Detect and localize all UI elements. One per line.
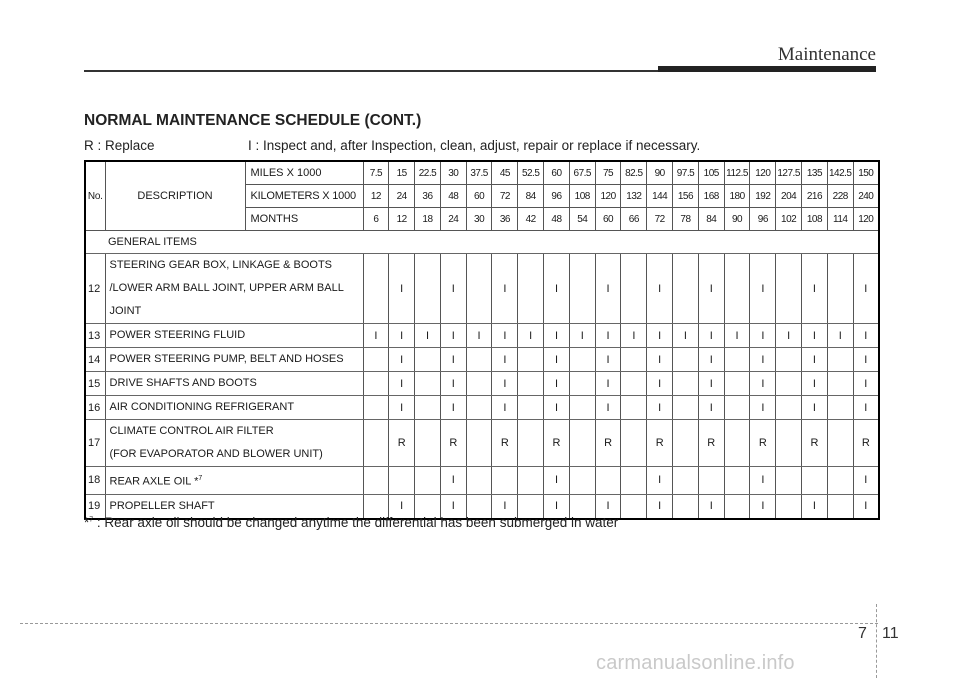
schedule-mark: I bbox=[853, 467, 879, 495]
description-header: DESCRIPTION bbox=[105, 161, 245, 231]
general-items-label: GENERAL ITEMS bbox=[85, 231, 879, 254]
item-description-text: (FOR EVAPORATOR AND BLOWER UNIT) bbox=[109, 448, 323, 460]
schedule-mark: I bbox=[440, 372, 466, 396]
schedule-mark: I bbox=[647, 254, 673, 324]
schedule-mark bbox=[673, 396, 699, 420]
interval-value: 114 bbox=[827, 208, 853, 231]
schedule-mark bbox=[724, 396, 750, 420]
schedule-mark: I bbox=[827, 324, 853, 348]
interval-value: 60 bbox=[595, 208, 621, 231]
interval-value: 12 bbox=[389, 208, 415, 231]
item-description-line bbox=[110, 277, 363, 300]
interval-row bbox=[85, 161, 879, 185]
interval-value: 90 bbox=[647, 161, 673, 185]
schedule-mark bbox=[724, 348, 750, 372]
schedule-mark bbox=[363, 467, 389, 495]
footnote-ref: 7 bbox=[89, 516, 94, 524]
row-number: 19 bbox=[85, 494, 105, 519]
schedule-mark bbox=[776, 494, 802, 519]
schedule-mark bbox=[569, 420, 595, 467]
schedule-mark: I bbox=[698, 494, 724, 519]
schedule-mark bbox=[466, 254, 492, 324]
schedule-mark bbox=[724, 494, 750, 519]
schedule-mark: R bbox=[698, 420, 724, 467]
schedule-mark: I bbox=[389, 254, 415, 324]
interval-value: 48 bbox=[440, 185, 466, 208]
item-description-text: AIR CONDITIONING REFRIGERANT bbox=[109, 401, 295, 413]
schedule-mark: I bbox=[544, 494, 570, 519]
schedule-mark: I bbox=[698, 254, 724, 324]
schedule-mark bbox=[776, 372, 802, 396]
schedule-mark: I bbox=[802, 396, 828, 420]
schedule-mark bbox=[827, 254, 853, 324]
interval-value: 45 bbox=[492, 161, 518, 185]
schedule-mark: I bbox=[698, 372, 724, 396]
interval-value: 22.5 bbox=[415, 161, 441, 185]
item-description bbox=[105, 467, 363, 495]
schedule-mark: I bbox=[853, 372, 879, 396]
interval-value: 60 bbox=[544, 161, 570, 185]
interval-value: 127.5 bbox=[776, 161, 802, 185]
schedule-mark: I bbox=[492, 396, 518, 420]
interval-value: 84 bbox=[698, 208, 724, 231]
interval-value: 168 bbox=[698, 185, 724, 208]
interval-unit-label: MONTHS bbox=[245, 208, 363, 231]
schedule-mark: I bbox=[389, 348, 415, 372]
interval-value: 204 bbox=[776, 185, 802, 208]
schedule-mark: I bbox=[440, 348, 466, 372]
schedule-mark: I bbox=[698, 324, 724, 348]
interval-value: 30 bbox=[466, 208, 492, 231]
schedule-mark: I bbox=[647, 372, 673, 396]
schedule-mark bbox=[776, 396, 802, 420]
interval-value: 120 bbox=[595, 185, 621, 208]
interval-value: 24 bbox=[440, 208, 466, 231]
schedule-mark bbox=[776, 420, 802, 467]
footnote-ref: 7 bbox=[198, 475, 203, 482]
item-description bbox=[105, 254, 363, 324]
schedule-mark bbox=[776, 467, 802, 495]
schedule-mark bbox=[673, 372, 699, 396]
schedule-mark: I bbox=[750, 254, 776, 324]
interval-value: 67.5 bbox=[569, 161, 595, 185]
item-description-line bbox=[110, 254, 363, 277]
footnote-text: : Rear axle oil should be changed anytime the differential has been submerged in water bbox=[93, 515, 619, 530]
schedule-mark: I bbox=[389, 372, 415, 396]
no-header: No. bbox=[85, 161, 105, 231]
schedule-mark bbox=[363, 348, 389, 372]
schedule-mark: I bbox=[440, 254, 466, 324]
schedule-mark: I bbox=[595, 372, 621, 396]
schedule-mark: I bbox=[595, 254, 621, 324]
schedule-mark bbox=[673, 254, 699, 324]
schedule-mark bbox=[415, 254, 441, 324]
schedule-mark bbox=[466, 348, 492, 372]
table-row bbox=[85, 420, 879, 467]
schedule-mark bbox=[673, 467, 699, 495]
schedule-mark: I bbox=[440, 467, 466, 495]
item-description-line bbox=[110, 348, 363, 371]
row-number: 16 bbox=[85, 396, 105, 420]
interval-value: 108 bbox=[802, 208, 828, 231]
interval-value: 48 bbox=[544, 208, 570, 231]
schedule-mark bbox=[466, 420, 492, 467]
schedule-mark: I bbox=[544, 348, 570, 372]
interval-value: 7.5 bbox=[363, 161, 389, 185]
schedule-mark bbox=[518, 254, 544, 324]
item-description-text: POWER STEERING FLUID bbox=[109, 329, 246, 341]
schedule-mark bbox=[621, 420, 647, 467]
item-description-line bbox=[110, 443, 363, 466]
schedule-mark bbox=[389, 467, 415, 495]
schedule-mark bbox=[466, 372, 492, 396]
schedule-mark bbox=[698, 467, 724, 495]
footer-divider bbox=[876, 604, 877, 678]
interval-value: 228 bbox=[827, 185, 853, 208]
table-row bbox=[85, 396, 879, 420]
schedule-mark: R bbox=[440, 420, 466, 467]
schedule-mark: I bbox=[440, 494, 466, 519]
interval-value: 97.5 bbox=[673, 161, 699, 185]
schedule-mark bbox=[466, 396, 492, 420]
footnote bbox=[84, 515, 618, 530]
interval-value: 96 bbox=[750, 208, 776, 231]
schedule-mark bbox=[518, 372, 544, 396]
schedule-mark: I bbox=[544, 324, 570, 348]
schedule-mark: I bbox=[802, 324, 828, 348]
schedule-mark: I bbox=[802, 254, 828, 324]
interval-unit-label: KILOMETERS X 1000 bbox=[245, 185, 363, 208]
interval-value: 78 bbox=[673, 208, 699, 231]
schedule-mark: I bbox=[595, 348, 621, 372]
legend-inspect: I : Inspect and, after Inspection, clean, adjust, repair or replace if necessary. bbox=[248, 138, 701, 153]
schedule-mark: R bbox=[389, 420, 415, 467]
interval-value: 156 bbox=[673, 185, 699, 208]
item-description-text: PROPELLER SHAFT bbox=[109, 499, 215, 512]
schedule-mark: I bbox=[802, 494, 828, 519]
item-description-text: CLIMATE CONTROL AIR FILTER bbox=[109, 425, 274, 437]
interval-unit-label: MILES X 1000 bbox=[245, 161, 363, 185]
page-number: 11 bbox=[882, 625, 899, 642]
item-description-text: JOINT bbox=[109, 305, 142, 317]
interval-value: 6 bbox=[363, 208, 389, 231]
item-description-line bbox=[110, 396, 363, 419]
item-description-line bbox=[110, 372, 363, 395]
schedule-mark: R bbox=[802, 420, 828, 467]
interval-value: 24 bbox=[389, 185, 415, 208]
schedule-mark bbox=[569, 254, 595, 324]
schedule-mark bbox=[724, 420, 750, 467]
schedule-mark bbox=[673, 420, 699, 467]
schedule-mark: R bbox=[750, 420, 776, 467]
interval-value: 120 bbox=[750, 161, 776, 185]
schedule-mark: R bbox=[647, 420, 673, 467]
schedule-mark bbox=[518, 467, 544, 495]
interval-value: 15 bbox=[389, 161, 415, 185]
row-number: 17 bbox=[85, 420, 105, 467]
schedule-mark: I bbox=[492, 348, 518, 372]
interval-value: 132 bbox=[621, 185, 647, 208]
row-number: 18 bbox=[85, 467, 105, 495]
schedule-mark: R bbox=[853, 420, 879, 467]
interval-value: 72 bbox=[492, 185, 518, 208]
schedule-mark: I bbox=[415, 324, 441, 348]
schedule-mark: I bbox=[750, 324, 776, 348]
table-row bbox=[85, 348, 879, 372]
interval-value: 66 bbox=[621, 208, 647, 231]
page-title: NORMAL MAINTENANCE SCHEDULE (CONT.) bbox=[84, 112, 422, 129]
schedule-mark bbox=[776, 348, 802, 372]
schedule-mark bbox=[802, 467, 828, 495]
schedule-mark: I bbox=[724, 324, 750, 348]
schedule-mark bbox=[724, 467, 750, 495]
schedule-mark bbox=[776, 254, 802, 324]
schedule-mark: I bbox=[750, 372, 776, 396]
interval-value: 18 bbox=[415, 208, 441, 231]
schedule-mark bbox=[415, 348, 441, 372]
schedule-mark: R bbox=[544, 420, 570, 467]
table-row bbox=[85, 254, 879, 324]
schedule-mark: I bbox=[595, 324, 621, 348]
schedule-mark bbox=[827, 467, 853, 495]
schedule-mark bbox=[827, 348, 853, 372]
schedule-mark bbox=[724, 254, 750, 324]
chapter-number: 7 bbox=[858, 625, 867, 642]
interval-value: 82.5 bbox=[621, 161, 647, 185]
interval-value: 216 bbox=[802, 185, 828, 208]
item-description-text: STEERING GEAR BOX, LINKAGE & BOOTS bbox=[109, 259, 332, 271]
schedule-mark bbox=[724, 372, 750, 396]
table-row bbox=[85, 467, 879, 495]
schedule-mark bbox=[415, 467, 441, 495]
item-description bbox=[105, 324, 363, 348]
schedule-mark bbox=[621, 467, 647, 495]
schedule-mark: I bbox=[389, 324, 415, 348]
schedule-mark bbox=[569, 348, 595, 372]
schedule-mark bbox=[827, 372, 853, 396]
schedule-mark: I bbox=[647, 396, 673, 420]
schedule-mark: I bbox=[544, 372, 570, 396]
schedule-mark bbox=[363, 372, 389, 396]
schedule-mark: I bbox=[492, 324, 518, 348]
watermark: carmanualsonline.info bbox=[596, 652, 795, 674]
schedule-mark: I bbox=[673, 324, 699, 348]
schedule-mark: I bbox=[492, 494, 518, 519]
schedule-mark: I bbox=[492, 254, 518, 324]
header-rule bbox=[84, 70, 664, 72]
schedule-mark: I bbox=[647, 348, 673, 372]
schedule-mark: I bbox=[440, 396, 466, 420]
interval-value: 105 bbox=[698, 161, 724, 185]
schedule-mark: I bbox=[698, 348, 724, 372]
item-description-text: DRIVE SHAFTS AND BOOTS bbox=[109, 377, 257, 389]
header-rule-accent bbox=[658, 66, 876, 72]
interval-value: 30 bbox=[440, 161, 466, 185]
schedule-mark: I bbox=[518, 324, 544, 348]
schedule-mark: I bbox=[544, 254, 570, 324]
schedule-mark bbox=[621, 254, 647, 324]
schedule-mark: I bbox=[647, 494, 673, 519]
schedule-mark: R bbox=[595, 420, 621, 467]
item-description-line bbox=[110, 324, 363, 347]
interval-value: 52.5 bbox=[518, 161, 544, 185]
schedule-mark: I bbox=[853, 396, 879, 420]
interval-value: 90 bbox=[724, 208, 750, 231]
schedule-mark: I bbox=[544, 467, 570, 495]
schedule-mark: I bbox=[389, 396, 415, 420]
row-number: 13 bbox=[85, 324, 105, 348]
interval-value: 150 bbox=[853, 161, 879, 185]
schedule-mark: I bbox=[750, 494, 776, 519]
interval-value: 240 bbox=[853, 185, 879, 208]
table-row bbox=[85, 324, 879, 348]
footnote-star: * bbox=[84, 515, 90, 530]
row-number: 15 bbox=[85, 372, 105, 396]
maintenance-schedule-table bbox=[84, 160, 880, 520]
schedule-mark: I bbox=[853, 494, 879, 519]
schedule-mark: I bbox=[544, 396, 570, 420]
item-description-text: REAR AXLE OIL * bbox=[109, 475, 199, 488]
item-description bbox=[105, 396, 363, 420]
row-number: 14 bbox=[85, 348, 105, 372]
schedule-mark bbox=[518, 396, 544, 420]
schedule-mark bbox=[415, 396, 441, 420]
interval-value: 37.5 bbox=[466, 161, 492, 185]
schedule-mark bbox=[363, 420, 389, 467]
schedule-mark: I bbox=[595, 396, 621, 420]
schedule-mark bbox=[827, 420, 853, 467]
schedule-mark: I bbox=[466, 324, 492, 348]
schedule-mark: I bbox=[647, 324, 673, 348]
schedule-mark bbox=[569, 372, 595, 396]
schedule-mark bbox=[827, 396, 853, 420]
schedule-mark: I bbox=[492, 372, 518, 396]
schedule-mark: I bbox=[389, 494, 415, 519]
schedule-mark: I bbox=[776, 324, 802, 348]
schedule-mark: I bbox=[750, 348, 776, 372]
schedule-mark bbox=[415, 372, 441, 396]
legend-replace: R : Replace bbox=[84, 138, 155, 153]
schedule-mark bbox=[595, 467, 621, 495]
item-description bbox=[105, 348, 363, 372]
item-description-line bbox=[110, 420, 363, 443]
row-number: 12 bbox=[85, 254, 105, 324]
schedule-mark: I bbox=[363, 324, 389, 348]
item-description-text: POWER STEERING PUMP, BELT AND HOSES bbox=[109, 353, 344, 365]
interval-value: 72 bbox=[647, 208, 673, 231]
schedule-mark: I bbox=[698, 396, 724, 420]
schedule-mark bbox=[621, 396, 647, 420]
schedule-mark: I bbox=[569, 324, 595, 348]
interval-value: 60 bbox=[466, 185, 492, 208]
item-description-line bbox=[110, 467, 363, 494]
schedule-mark bbox=[673, 494, 699, 519]
schedule-mark bbox=[492, 467, 518, 495]
schedule-mark bbox=[621, 494, 647, 519]
schedule-mark: I bbox=[750, 467, 776, 495]
item-description bbox=[105, 420, 363, 467]
interval-value: 96 bbox=[544, 185, 570, 208]
schedule-mark: I bbox=[647, 467, 673, 495]
schedule-mark bbox=[621, 372, 647, 396]
schedule-mark: I bbox=[750, 396, 776, 420]
schedule-mark bbox=[621, 348, 647, 372]
schedule-mark bbox=[569, 396, 595, 420]
interval-value: 42 bbox=[518, 208, 544, 231]
interval-value: 108 bbox=[569, 185, 595, 208]
schedule-mark: I bbox=[802, 348, 828, 372]
interval-value: 144 bbox=[647, 185, 673, 208]
interval-value: 75 bbox=[595, 161, 621, 185]
schedule-mark: I bbox=[595, 494, 621, 519]
schedule-mark bbox=[518, 420, 544, 467]
interval-value: 135 bbox=[802, 161, 828, 185]
footer-rule bbox=[20, 623, 878, 624]
interval-value: 120 bbox=[853, 208, 879, 231]
schedule-mark bbox=[466, 467, 492, 495]
interval-value: 36 bbox=[492, 208, 518, 231]
schedule-mark: I bbox=[802, 372, 828, 396]
interval-value: 12 bbox=[363, 185, 389, 208]
interval-value: 54 bbox=[569, 208, 595, 231]
interval-value: 84 bbox=[518, 185, 544, 208]
item-description-line bbox=[110, 300, 363, 323]
schedule-mark: I bbox=[853, 254, 879, 324]
item-description-text: /LOWER ARM BALL JOINT, UPPER ARM BALL bbox=[109, 282, 344, 294]
schedule-mark: I bbox=[853, 348, 879, 372]
table-row bbox=[85, 372, 879, 396]
interval-value: 180 bbox=[724, 185, 750, 208]
schedule-mark bbox=[363, 254, 389, 324]
schedule-mark bbox=[827, 494, 853, 519]
interval-value: 192 bbox=[750, 185, 776, 208]
schedule-mark bbox=[415, 420, 441, 467]
section-title: Maintenance bbox=[777, 44, 876, 65]
item-description bbox=[105, 372, 363, 396]
schedule-mark bbox=[518, 348, 544, 372]
interval-value: 102 bbox=[776, 208, 802, 231]
schedule-mark bbox=[569, 467, 595, 495]
general-items-row bbox=[85, 231, 879, 254]
schedule-mark: I bbox=[853, 324, 879, 348]
schedule-mark bbox=[363, 396, 389, 420]
schedule-mark: I bbox=[621, 324, 647, 348]
schedule-mark: R bbox=[492, 420, 518, 467]
schedule-mark: I bbox=[440, 324, 466, 348]
interval-value: 142.5 bbox=[827, 161, 853, 185]
interval-value: 36 bbox=[415, 185, 441, 208]
interval-value: 112.5 bbox=[724, 161, 750, 185]
schedule-mark bbox=[673, 348, 699, 372]
